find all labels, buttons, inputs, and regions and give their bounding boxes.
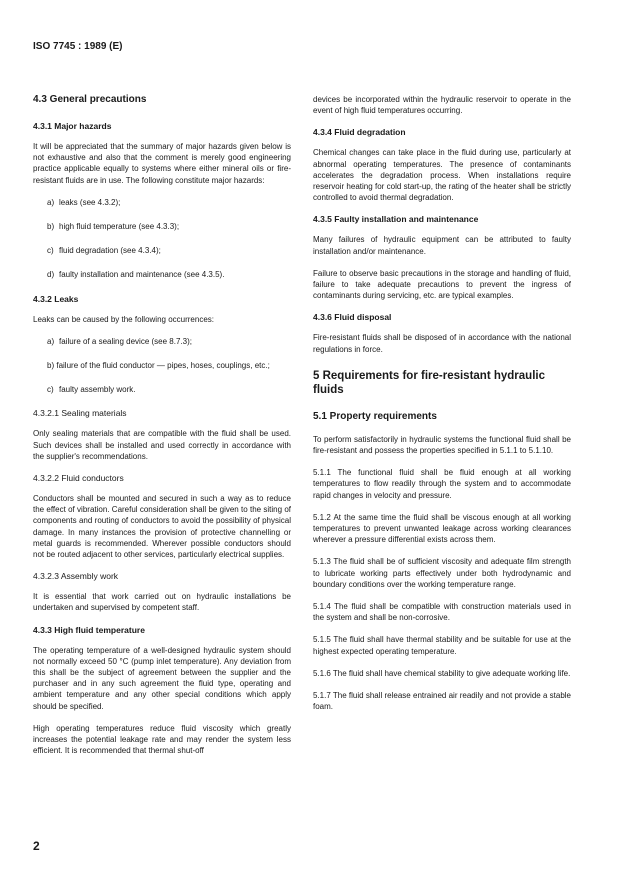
paragraph-5-1-2: 5.1.2 At the same time the fluid shall be viscous enough at all working temperatures to prevent unwanted leakage across working clearances wherever a pressure differential exists across them. xyxy=(313,512,571,545)
section-heading-5: 5 Requirements for fire-resistant hydraulic fluids xyxy=(313,369,545,396)
heading-4-3-1: 4.3.1 Major hazards xyxy=(33,121,112,131)
left-column xyxy=(33,94,291,768)
paragraph-4-3-3-b: High operating temperatures reduce fluid viscosity which greatly increases the potential leakage rate and may render the system less efficient. It is recommended that thermal shut-off xyxy=(33,723,291,756)
document-header: ISO 7745 : 1989 (E) xyxy=(33,41,123,52)
paragraph-4-3-3-a: The operating temperature of a well-designed hydraulic system should not normally exceed 50 °C (pump inlet temperature). Any deviation from this shall be the subject of agreement between the supplier and the purchaser and in any such agreement the fluid type, operating and ambient temperature and any other special conditions which apply should be specified. xyxy=(33,645,291,711)
page-number: 2 xyxy=(33,839,40,853)
list-item-hazard-c: c) fluid degradation (see 4.3.4); xyxy=(47,246,161,256)
paragraph-4-3-3-c: devices be incorporated within the hydraulic reservoir to operate in the event of high fluid temperatures occurring. xyxy=(313,95,571,116)
heading-5-1: 5.1 Property requirements xyxy=(313,410,437,422)
heading-4-3-4: 4.3.4 Fluid degradation xyxy=(313,127,406,138)
paragraph-4-3-1: It will be appreciated that the summary of major hazards given below is not exhaustive and also that the comment is merely good engineering practice applicable equally to systems where either mineral oils or fire-resistant fluids are in use. The following constitute major hazards: xyxy=(33,142,291,185)
paragraph-4-3-2-3: It is essential that work carried out on hydraulic installations be undertaken and supervised by competent staff. xyxy=(33,592,291,613)
list-item-hazard-a: a) leaks (see 4.3.2); xyxy=(47,197,121,207)
paragraph-5-1-7: 5.1.7 The fluid shall release entrained air readily and not provide a stable foam. xyxy=(313,691,571,712)
paragraph-5-1-5: 5.1.5 The fluid shall have thermal stability and be suitable for use at the highest expected operating temperature. xyxy=(313,635,571,656)
heading-4-3-5: 4.3.5 Faulty installation and maintenance xyxy=(313,214,479,225)
paragraph-4-3-5-a: Many failures of hydraulic equipment can be attributed to faulty installation and/or maintenance. xyxy=(313,235,571,256)
paragraph-4-3-4: Chemical changes can take place in the fluid during use, particularly at abnormal operating temperatures. The presence of contaminants accelerates the degradation process. When installations require reservoir heating for cold start-up, the rating of the heater shall be strictly controlled to avoid thermal degradation. xyxy=(313,148,571,203)
paragraph-4-3-2-1: Only sealing materials that are compatible with the fluid shall be used. Such devices shall be installed and used correctly in accordance with the supplier's recommendations. xyxy=(33,429,291,461)
heading-4-3-3: 4.3.3 High fluid temperature xyxy=(33,624,145,635)
heading-4-3-2-1: 4.3.2.1 Sealing materials xyxy=(33,408,127,419)
paragraph-5-1-3: 5.1.3 The fluid shall be of sufficient viscosity and adequate film strength to lubricate working parts effectively under both hydrodynamic and boundary conditions over the working temperature range. xyxy=(313,557,571,589)
paragraph-5-1: To perform satisfactorily in hydraulic systems the functional fluid shall be fire-resistant and possess the properties specified in 5.1.1 to 5.1.10. xyxy=(313,434,571,456)
list-item-leak-a: a) failure of a sealing device (see 8.7.3); xyxy=(47,336,192,346)
right-column xyxy=(313,94,571,724)
paragraph-5-1-6: 5.1.6 The fluid shall have chemical stability to give adequate working life. xyxy=(313,668,571,678)
heading-4-3-2-2: 4.3.2.2 Fluid conductors xyxy=(33,473,124,484)
paragraph-4-3-2-2: Conductors shall be mounted and secured in such a way as to reduce the effect of vibration. Careful consideration shall be given to the siting of components and routing of conductors to avoid the possibility of physical damage. In many instances the provision of protective channelling or metal guards is recommended. Wherever possible conductors should not be routed adjacent to other services, particularly electrical supplies. xyxy=(33,494,291,560)
section-heading-4-3: 4.3 General precautions xyxy=(33,94,147,105)
list-item-hazard-d: d) faulty installation and maintenance (see 4.3.5). xyxy=(47,270,225,280)
heading-4-3-6: 4.3.6 Fluid disposal xyxy=(313,312,392,323)
paragraph-5-1-1: 5.1.1 The functional fluid shall be fluid enough at all working temperatures to flow readily through the system and to accommodate rapid changes in velocity and pressure. xyxy=(313,468,571,500)
list-item-hazard-b: b) high fluid temperature (see 4.3.3); xyxy=(47,222,180,232)
list-item-leak-c: c) faulty assembly work. xyxy=(47,385,136,395)
paragraph-4-3-2: Leaks can be caused by the following occurrences: xyxy=(33,314,214,324)
paragraph-4-3-6: Fire-resistant fluids shall be disposed of in accordance with the national regulations in force. xyxy=(313,333,571,354)
list-item-leak-b: b) failure of the fluid conductor — pipes, hoses, couplings, etc.; xyxy=(47,361,270,371)
heading-4-3-2: 4.3.2 Leaks xyxy=(33,293,79,304)
heading-4-3-2-3: 4.3.2.3 Assembly work xyxy=(33,571,119,582)
paragraph-5-1-4: 5.1.4 The fluid shall be compatible with construction materials used in the system and shall be non-corrosive. xyxy=(313,602,571,623)
paragraph-4-3-5-b: Failure to observe basic precautions in the storage and handling of fluid, failure to take adequate precautions to prevent the ingress of contaminants during servicing, etc. are typical examples. xyxy=(313,268,571,301)
